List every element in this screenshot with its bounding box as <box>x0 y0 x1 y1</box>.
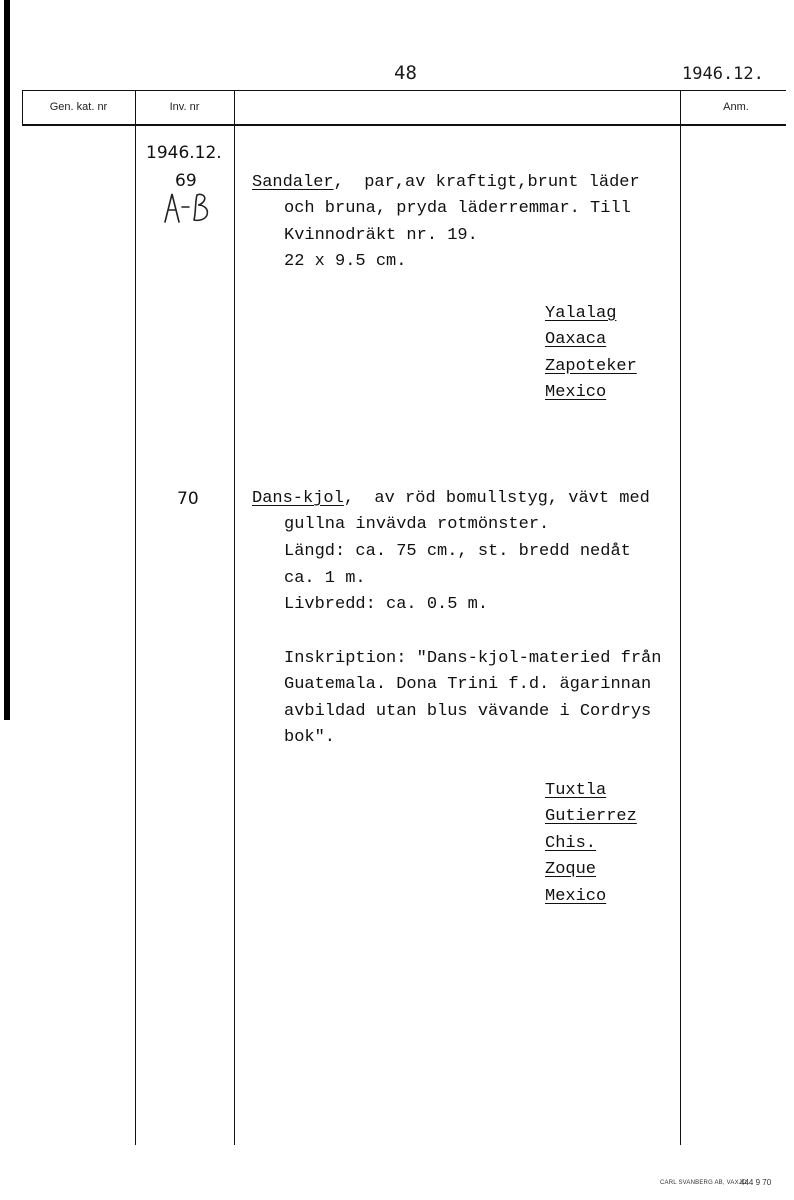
handwritten-mark-drawing <box>163 190 213 226</box>
column-header-inv: Inv. nr <box>169 101 200 113</box>
place-name: Oaxaca <box>545 330 607 349</box>
header-top-rule <box>22 90 786 91</box>
place-name: Mexico <box>545 887 607 906</box>
place-name: Chis. <box>545 834 597 853</box>
entry-line: bok". <box>284 728 336 747</box>
entry-line: Livbredd: ca. 0.5 m. <box>284 595 489 614</box>
place-name: Zapoteker <box>545 357 637 376</box>
entry-line: Längd: ca. 75 cm., st. bredd nedåt <box>284 542 631 561</box>
place-name: Tuxtla <box>545 781 607 800</box>
column-divider-inv-desc <box>234 90 235 1145</box>
item-description: , av röd bomullstyg, vävt med <box>343 489 650 508</box>
entry-line: Guatemala. Dona Trini f.d. ägarinnan <box>284 675 652 694</box>
binding-strip <box>4 0 10 720</box>
page-number: 48 <box>394 62 417 84</box>
header-bottom-rule <box>22 124 786 126</box>
inv-number: 70 <box>177 489 199 509</box>
entry-line: gullna invävda rotmönster. <box>284 515 550 534</box>
entry-line: 22 x 9.5 cm. <box>284 252 407 271</box>
entry-line: Kvinnodräkt nr. 19. <box>284 226 478 245</box>
place-name: Zoque <box>545 860 597 879</box>
form-number: 444 9 70 <box>740 1178 772 1187</box>
item-description: , par,av kraftigt,brunt läder <box>333 173 640 192</box>
item-title: Dans-kjol <box>252 489 344 508</box>
printer-imprint: CARL SVANBERG AB, VAXJO <box>660 1180 747 1186</box>
column-header-gen-kat: Gen. kat. nr <box>49 101 108 113</box>
entry-line <box>252 170 640 197</box>
handwritten-mark <box>163 190 213 231</box>
entry-date: 1946.12. <box>146 143 222 163</box>
place-name: Mexico <box>545 383 607 402</box>
entry-line: och bruna, pryda läderremmar. Till <box>284 199 631 218</box>
place-name: Yalalag <box>545 304 617 323</box>
column-divider-desc-anm <box>680 90 681 1145</box>
column-divider-gen-inv <box>135 90 136 1145</box>
entry-line: Inskription: "Dans-kjol-materied från <box>284 649 662 668</box>
entry-line: ca. 1 m. <box>284 569 366 588</box>
header-date: 1946.12. <box>682 64 764 84</box>
inv-number: 69 <box>175 171 197 191</box>
place-name: Gutierrez <box>545 807 637 826</box>
entry-line <box>252 486 650 513</box>
item-title: Sandaler <box>252 173 334 192</box>
entry-line: avbildad utan blus vävande i Cordrys <box>284 702 652 721</box>
column-header-anm: Anm. <box>723 101 749 113</box>
